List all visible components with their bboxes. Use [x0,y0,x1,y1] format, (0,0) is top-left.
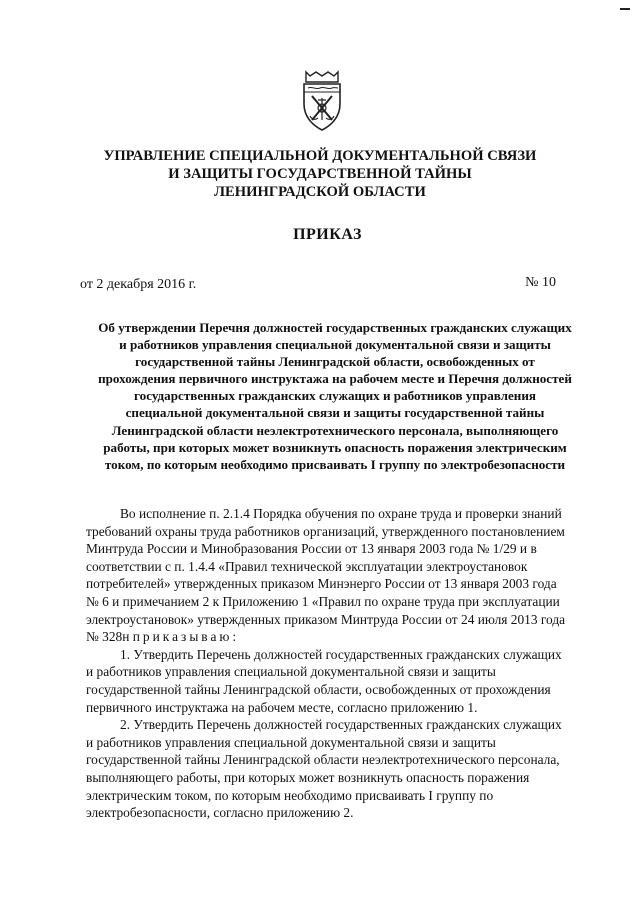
item-2-line: электробезопасности, согласно приложению 2. [86,805,354,821]
preamble-line: потребителей» утвержденных приказом Минэнерго России от 13 января 2003 года [86,576,557,592]
order-decree-line [86,628,594,646]
subject-line: Ленинградской области неэлектротехнического персонала, выполняющего [111,422,559,438]
order-body [86,505,594,822]
document-type-title: ПРИКАЗ [293,226,362,243]
order-word: приказываю: [132,629,240,645]
preamble-line: соответствии с п. 1.4.4 «Правил технической эксплуатации электроустановок [86,558,528,574]
item-1-line: 1. Утвердить Перечень должностей государственных гражданских служащих [120,646,562,662]
preamble-line: № 6 и примечанием 2 к Приложению 1 «Правил по охране труда при эксплуатации [86,593,560,609]
organization-line: И ЗАЩИТЫ ГОСУДАРСТВЕННОЙ ТАЙНЫ [168,166,472,182]
subject-line: Об утверждении Перечня должностей государственных гражданских служащих [98,320,572,335]
corner-mark [620,8,630,10]
item-1-line: и работников управления специальной документальной связи и защиты [86,664,496,680]
coat-of-arms-emblem [300,70,344,132]
item-2-line: электрическим током, по которым необходимо присваивать I группу по [86,787,494,803]
organization-line: УПРАВЛЕНИЕ СПЕЦИАЛЬНОЙ ДОКУМЕНТАЛЬНОЙ СВЯЗИ [103,148,537,164]
item-1-line: первичного инструктажа на рабочем месте, согласно приложению 1. [86,699,478,715]
subject-line: специальной документальной связи и защиты государственной тайны [125,405,545,421]
preamble-line: Во исполнение п. 2.1.4 Порядка обучения по охране труда и проверки знаний [120,506,562,521]
coat-of-arms-icon [300,70,344,132]
subject-line: государственной тайны Ленинградской области, освобожденных от [135,354,535,370]
preamble-line: требований охраны труда работников организаций, утвержденного постановлением [86,523,565,539]
document-number: № 10 [525,275,556,290]
subject-line: работы, при которых может возникнуть опасность поражения электрическим [103,439,567,455]
subject-line: и работников управления специальной документальной связи и защиты [119,337,551,353]
item-2-line: государственной тайны Ленинградской области неэлектротехнического персонала, [86,752,560,768]
order-subject [70,319,600,473]
subject-line: током, по которым необходимо присваивать I группу по электробезопасности [104,456,566,472]
order-number: № 328н [86,629,130,645]
preamble-line: Минтруда России и Минобразования России от 13 января 2003 года № 1/29 и в [86,541,537,557]
subject-line: прохождения первичного инструктажа на рабочем месте и Перечня должностей [98,371,572,387]
preamble-line: электроустановок» утвержденных приказом Минтруда России от 24 июля 2013 года [86,611,566,627]
document-date: от 2 декабря 2016 г. [80,277,197,292]
organization-header [60,147,580,201]
item-2-line: 2. Утвердить Перечень должностей государственных гражданских служащих [120,717,562,733]
subject-line: государственных гражданских служащих и работников управления [134,388,536,404]
organization-line: ЛЕНИНГРАДСКОЙ ОБЛАСТИ [214,184,426,200]
item-1-line: государственной тайны Ленинградской области, освобожденных от прохождения [86,681,551,697]
item-2-line: выполняющего работы, при которых может возникнуть опасность поражения [86,769,530,785]
item-2-line: и работников управления специальной документальной связи и защиты [86,734,496,750]
